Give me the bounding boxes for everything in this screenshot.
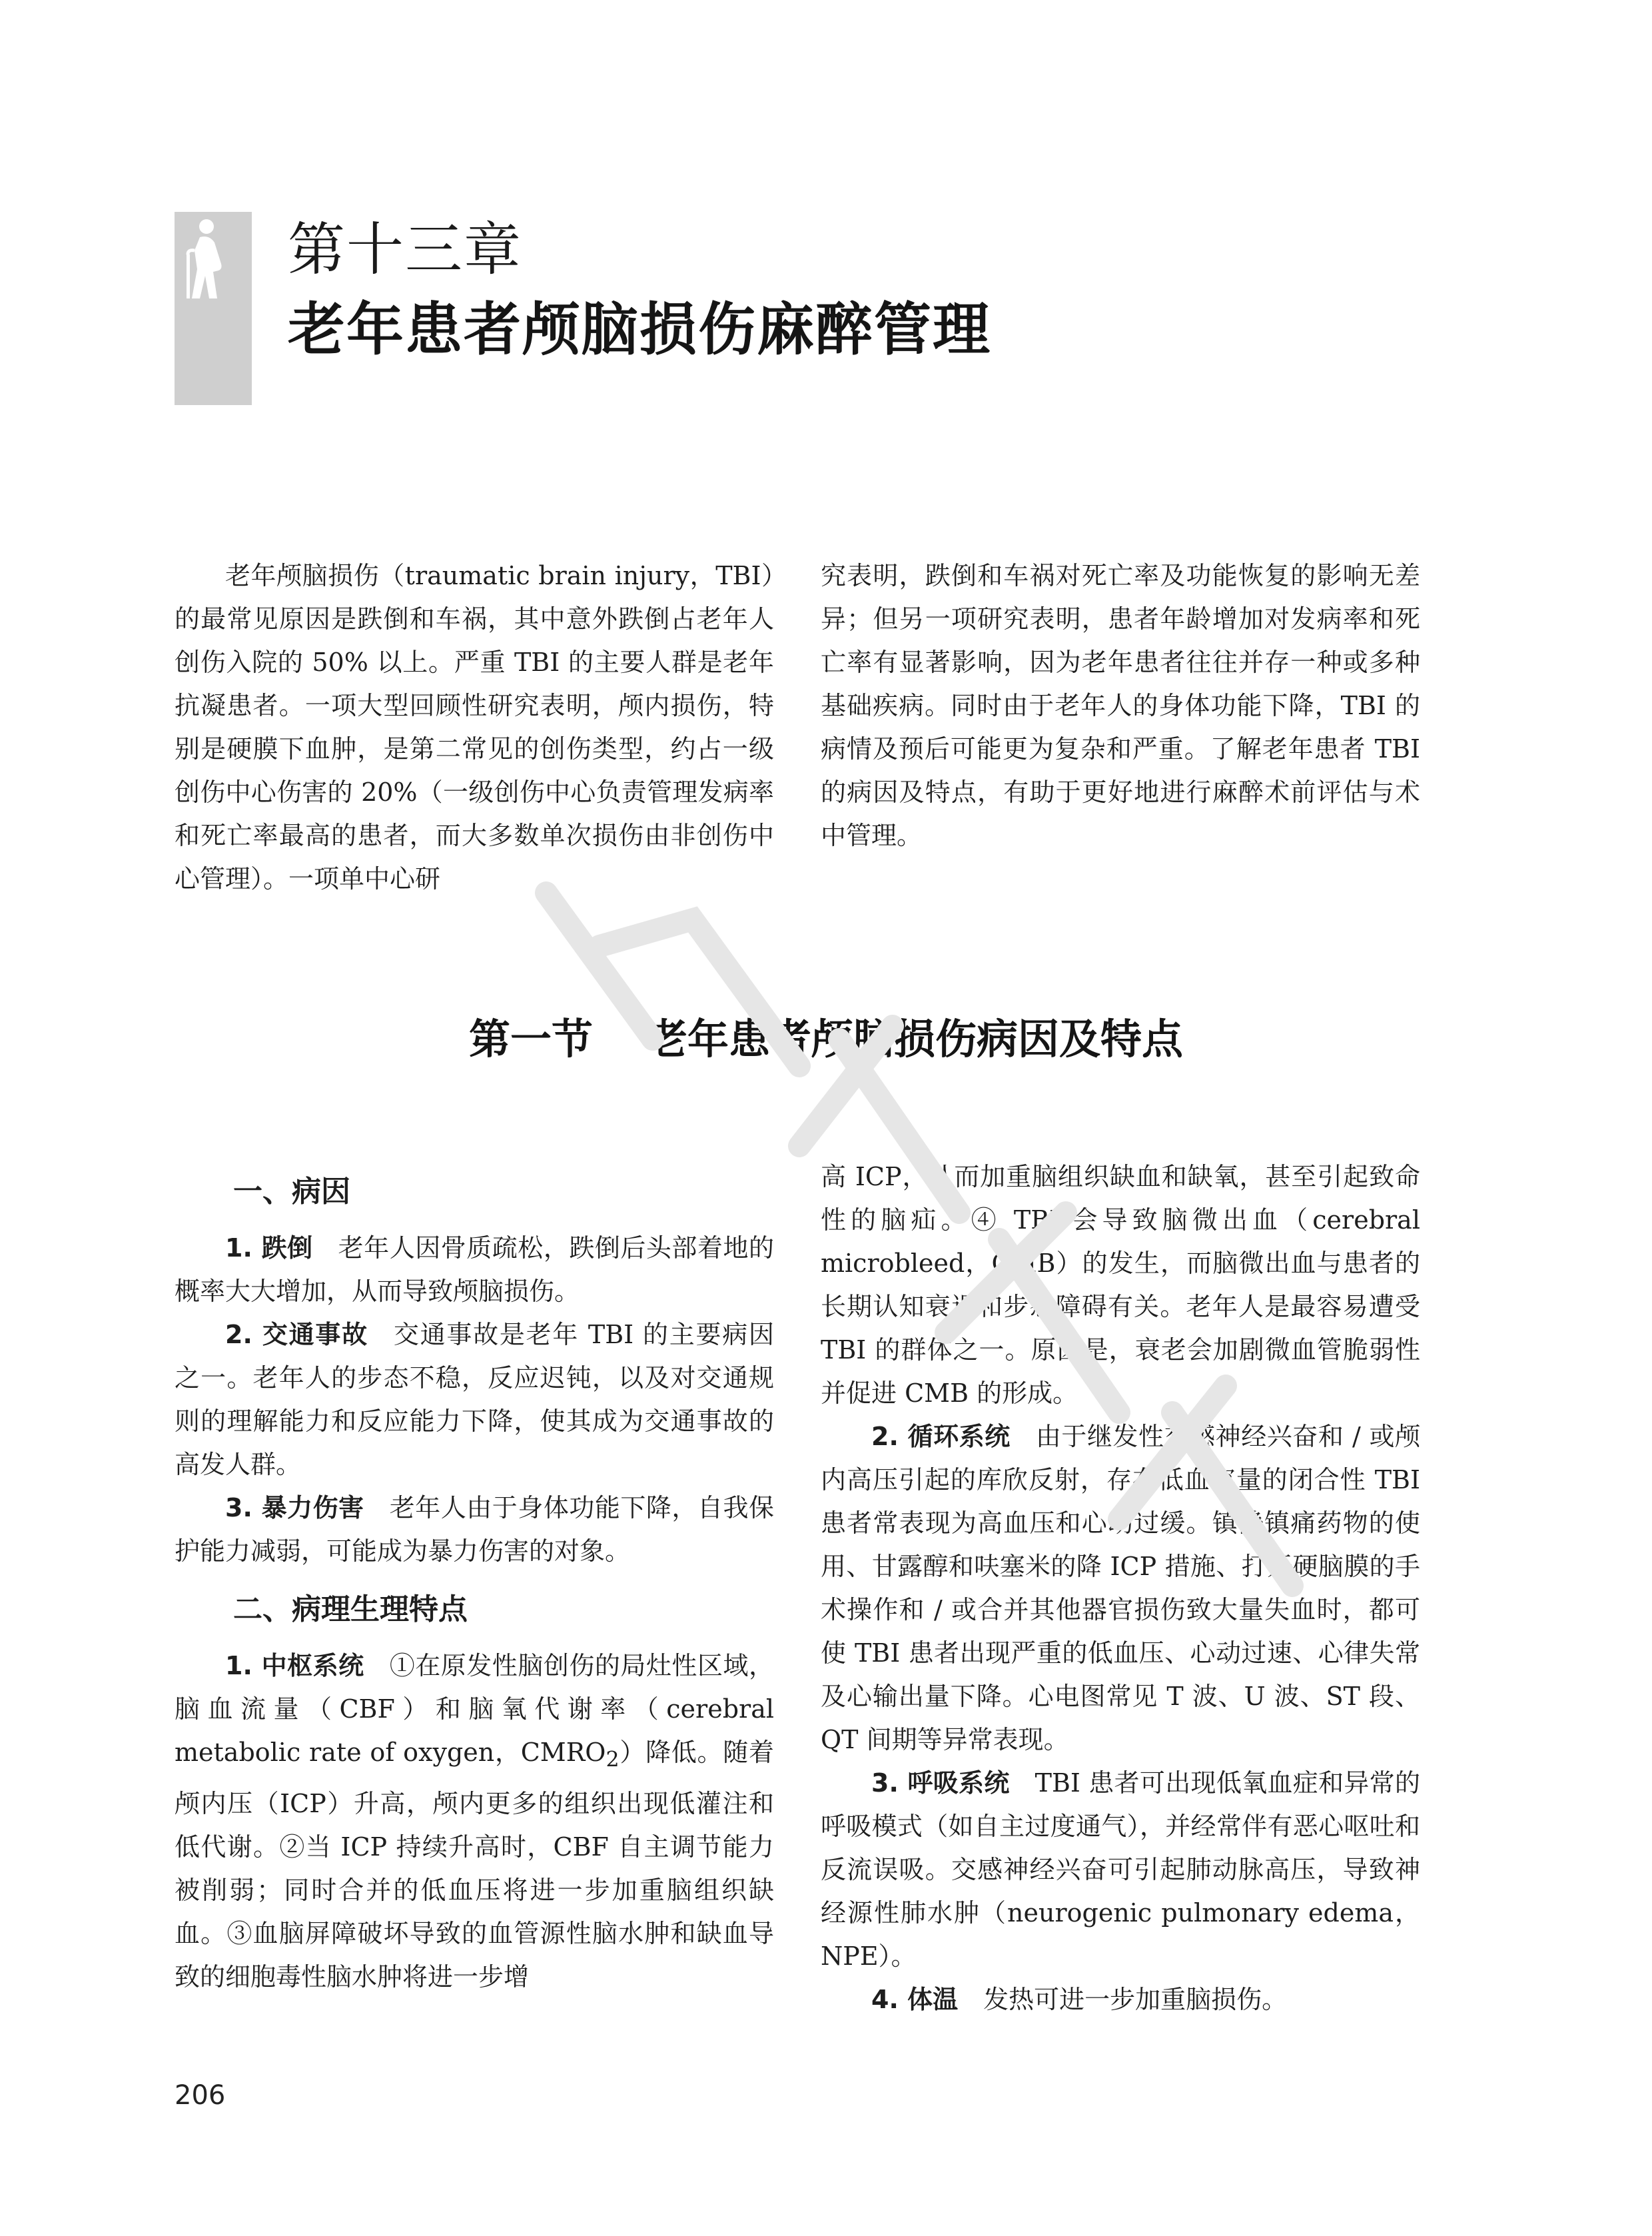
etiology-item [175, 1313, 774, 1486]
intro-column-right [821, 554, 1420, 857]
pathophysiology-item [821, 1415, 1420, 1762]
pathophysiology-item [821, 1978, 1420, 2021]
cns-paragraph [175, 1644, 774, 1999]
item-text: 老年人由于身体功能下降，自我保护能力减弱，可能成为暴力伤害的对象。 [175, 1493, 774, 1566]
chapter-number: 第十三章 [288, 217, 522, 283]
intro-text-right: 究表明，跌倒和车祸对死亡率及功能恢复的影响无差异；但另一项研究表明，患者年龄增加对发病率和死亡率有显著影响，因为老年患者往往并存一种或多种基础疾病。同时由于老年人的身体功能下降，TBI 的病情及预后可能更为复杂和严重。了解老年患者 TBI 的病因及特点，有助于更好地进行麻醉术前评估与术中管理。 [821, 561, 1420, 850]
body-column-right [821, 1155, 1420, 2021]
etiology-heading: 一、病因 [233, 1175, 350, 1209]
subscript: 2 [606, 1748, 620, 1772]
item-text: TBI 患者可出现低氧血症和异常的呼吸模式（如自主过度通气），并经常伴有恶心呕吐和反流误吸。交感神经兴奋可引起肺动脉高压，导致神经源性肺水肿（neurogenic pulmonary edema，NPE）。 [821, 1768, 1420, 1971]
page-number: 206 [175, 2080, 226, 2111]
item-term: 2. 循环系统 [871, 1422, 1011, 1451]
intro-column-left [175, 554, 774, 901]
cns-continuation: 高 ICP，从而加重脑组织缺血和缺氧，甚至引起致命性的脑疝。④ TBI 会导致脑微出血（cerebral microbleed，CMB）的发生，而脑微出血与患者的长期认知衰退和步态障碍有关。老年人是最容易遭受 TBI 的群体之一。原因是，衰老会加剧微血管脆弱性并促进 CMB 的形成。 [821, 1162, 1420, 1408]
item-text: 老年人因骨质疏松，跌倒后头部着地的概率大大增加，从而导致颅脑损伤。 [175, 1233, 774, 1306]
item-term: 1. 中枢系统 [225, 1651, 364, 1680]
section-title [0, 1006, 1652, 1065]
cns-text-part2: ）降低。随着颅内压（ICP）升高，颅内更多的组织出现低灌注和低代谢。②当 ICP 持续升高时，CBF 自主调节能力被削弱；同时合并的低血压将进一步加重脑组织缺血。③血脑屏障破坏导致的血管源性脑水肿和缺血导致的细胞毒性脑水肿将进一步增 [175, 1738, 774, 1991]
item-text: 由于继发性交感神经兴奋和 / 或颅内高压引起的库欣反射，存在低血容量的闭合性 TBI 患者常表现为高血压和心动过缓。镇静镇痛药物的使用、甘露醇和呋塞米的降 ICP 措施、打开硬脑膜的手术操作和 / 或合并其他器官损伤致大量失血时，都可使 TBI 患者出现严重的低血压、心动过速、心律失常及心输出量下降。心电图常见 T 波、U 波、ST 段、QT 间期等异常表现。 [821, 1422, 1420, 1754]
item-term: 3. 暴力伤害 [225, 1493, 364, 1522]
section-heading: 老年患者颅脑损伤病因及特点 [646, 1015, 1184, 1063]
chapter-title: 老年患者颅脑损伤麻醉管理 [288, 296, 991, 363]
item-term: 2. 交通事故 [225, 1320, 368, 1349]
item-term: 3. 呼吸系统 [871, 1768, 1010, 1798]
item-term: 1. 跌倒 [225, 1233, 313, 1263]
body-column-left [175, 1155, 774, 1999]
chapter-decoration [175, 212, 252, 405]
item-text: 交通事故是老年 TBI 的主要病因之一。老年人的步态不稳，反应迟钝，以及对交通规则的理解能力和反应能力下降，使其成为交通事故的高发人群。 [175, 1320, 774, 1479]
cns-text-part1: ①在原发性脑创伤的局灶性区域，脑血流量（CBF）和脑氧代谢率（cerebral metabolic rate of oxygen，CMRO [175, 1651, 774, 1767]
pathophysiology-item [821, 1762, 1420, 1978]
item-text: 发热可进一步加重脑损伤。 [983, 1985, 1288, 2014]
intro-text-left: 老年颅脑损伤（traumatic brain injury，TBI）的最常见原因是跌倒和车祸，其中意外跌倒占老年人创伤入院的 50% 以上。严重 TBI 的主要人群是老年抗凝患者。一项大型回顾性研究表明，颅内损伤，特别是硬膜下血肿，是第二常见的创伤类型，约占一级创伤中心伤害的 20%（一级创伤中心负责管理发病率和死亡率最高的患者，而大多数单次损伤由非创伤中心管理）。一项单中心研 [175, 561, 774, 893]
section-number: 第一节 [468, 1015, 593, 1063]
item-term: 4. 体温 [871, 1985, 959, 2014]
elderly-person-icon [180, 216, 244, 302]
etiology-item [175, 1486, 774, 1573]
pathophysiology-heading: 二、病理生理特点 [233, 1592, 468, 1626]
etiology-item [175, 1227, 774, 1313]
